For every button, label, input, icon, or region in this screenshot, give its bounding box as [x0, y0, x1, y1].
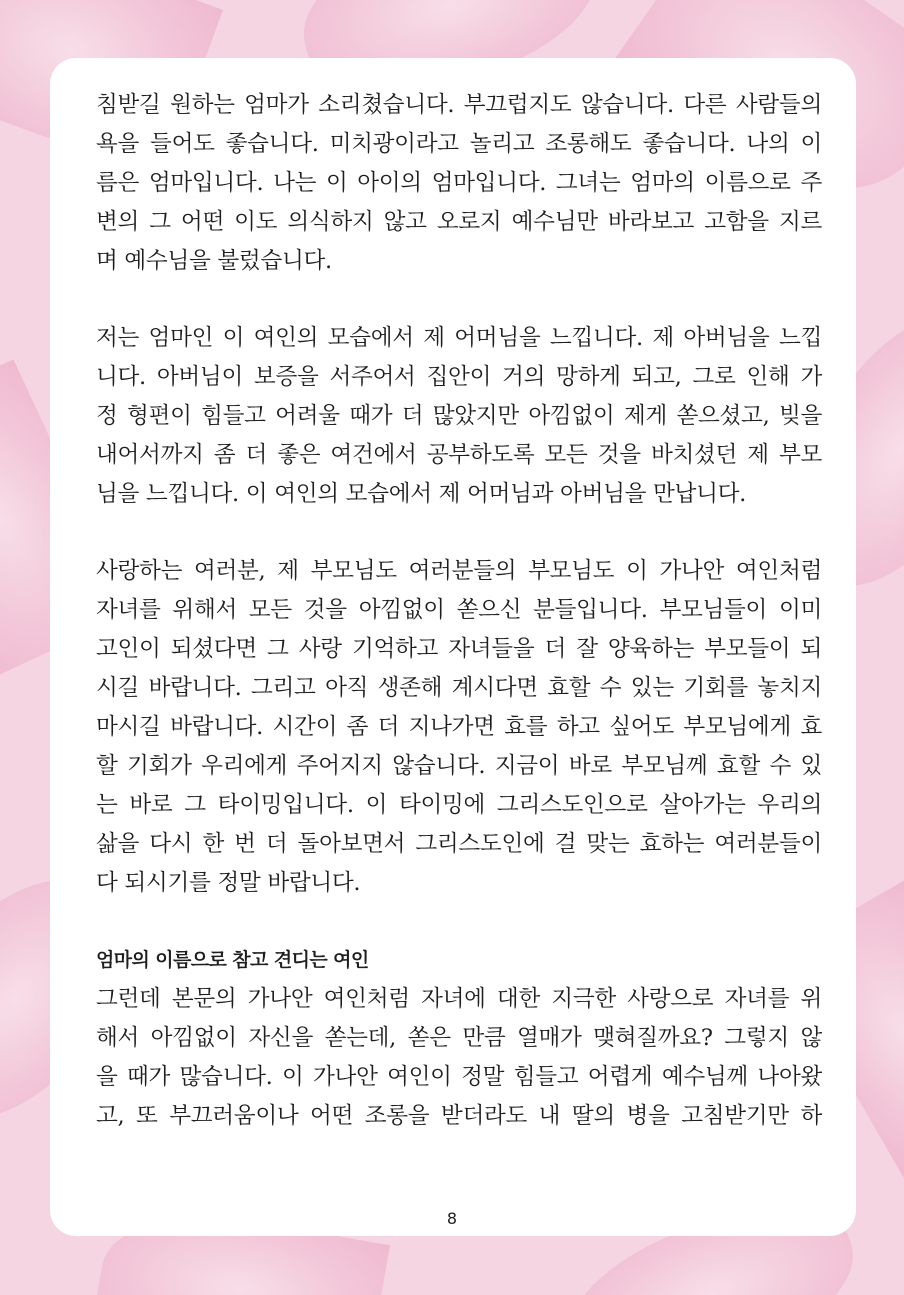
- text-line: 름은 엄마입니다. 나는 이 아이의 엄마입니다. 그녀는 엄마의 이름으로 주: [96, 170, 822, 196]
- paragraph-1: [96, 86, 822, 281]
- text-line: 그런데 본문의 가나안 여인처럼 자녀에 대한 지극한 사랑으로 자녀를 위: [96, 986, 822, 1012]
- text-line: 해서 아낌없이 자신을 쏟는데, 쏟은 만큼 열매가 맺혀질까요? 그렇지 않: [96, 1025, 822, 1051]
- text-line: 는 바로 그 타이밍입니다. 이 타이밍에 그리스도인으로 살아가는 우리의: [96, 792, 822, 818]
- text-line: 욕을 들어도 좋습니다. 미치광이라고 놀리고 조롱해도 좋습니다. 나의 이: [96, 131, 822, 157]
- section: [96, 941, 822, 1136]
- page-number: 8: [446, 1209, 458, 1228]
- section-heading: 엄마의 이름으로 참고 견디는 여인: [96, 949, 369, 971]
- paragraph-2: [96, 319, 822, 514]
- text-line: 내어서까지 좀 더 좋은 여건에서 공부하도록 모든 것을 바치셨던 제 부모: [96, 442, 822, 468]
- text-line: 정 형편이 힘들고 어려울 때가 더 많았지만 아낌없이 제게 쏟으셨고, 빚을: [96, 403, 822, 429]
- text-line: 고, 또 부끄러움이나 어떤 조롱을 받더라도 내 딸의 병을 고침받기만 하: [96, 1103, 822, 1129]
- text-line: 자녀를 위해서 모든 것을 아낌없이 쏟으신 분들입니다. 부모님들이 이미: [96, 597, 822, 623]
- text-line: 침받길 원하는 엄마가 소리쳤습니다. 부끄럽지도 않습니다. 다른 사람들의: [96, 92, 822, 118]
- text-line: 며 예수님을 불렀습니다.: [96, 248, 332, 274]
- text-line: 마시길 바랍니다. 시간이 좀 더 지나가면 효를 하고 싶어도 부모님에게 효: [96, 714, 822, 740]
- body-text: [96, 86, 822, 1136]
- text-line: 고인이 되셨다면 그 사랑 기억하고 자녀들을 더 잘 양육하는 부모들이 되: [96, 636, 822, 662]
- text-line: 을 때가 많습니다. 이 가나안 여인이 정말 힘들고 어렵게 예수님께 나아왔: [96, 1064, 822, 1090]
- text-line: 님을 느낍니다. 이 여인의 모습에서 제 어머님과 아버님을 만납니다.: [96, 481, 747, 507]
- text-line: 다 되시기를 정말 바랍니다.: [96, 870, 361, 896]
- text-line: 저는 엄마인 이 여인의 모습에서 제 어머님을 느낍니다. 제 아버님을 느낍: [96, 325, 822, 351]
- text-line: 할 기회가 우리에게 주어지지 않습니다. 지금이 바로 부모님께 효할 수 있: [96, 753, 822, 779]
- text-line: 변의 그 어떤 이도 의식하지 않고 오로지 예수님만 바라보고 고함을 지르: [96, 209, 822, 235]
- text-line: 니다. 아버님이 보증을 서주어서 집안이 거의 망하게 되고, 그로 인해 가: [96, 364, 822, 390]
- text-line: 시길 바랍니다. 그리고 아직 생존해 계시다면 효할 수 있는 기회를 놓치지: [96, 675, 822, 701]
- text-line: 사랑하는 여러분, 제 부모님도 여러분들의 부모님도 이 가나안 여인처럼: [96, 558, 822, 584]
- paragraph-3: [96, 552, 822, 903]
- text-line: 삶을 다시 한 번 더 돌아보면서 그리스도인에 걸 맞는 효하는 여러분들이: [96, 831, 822, 857]
